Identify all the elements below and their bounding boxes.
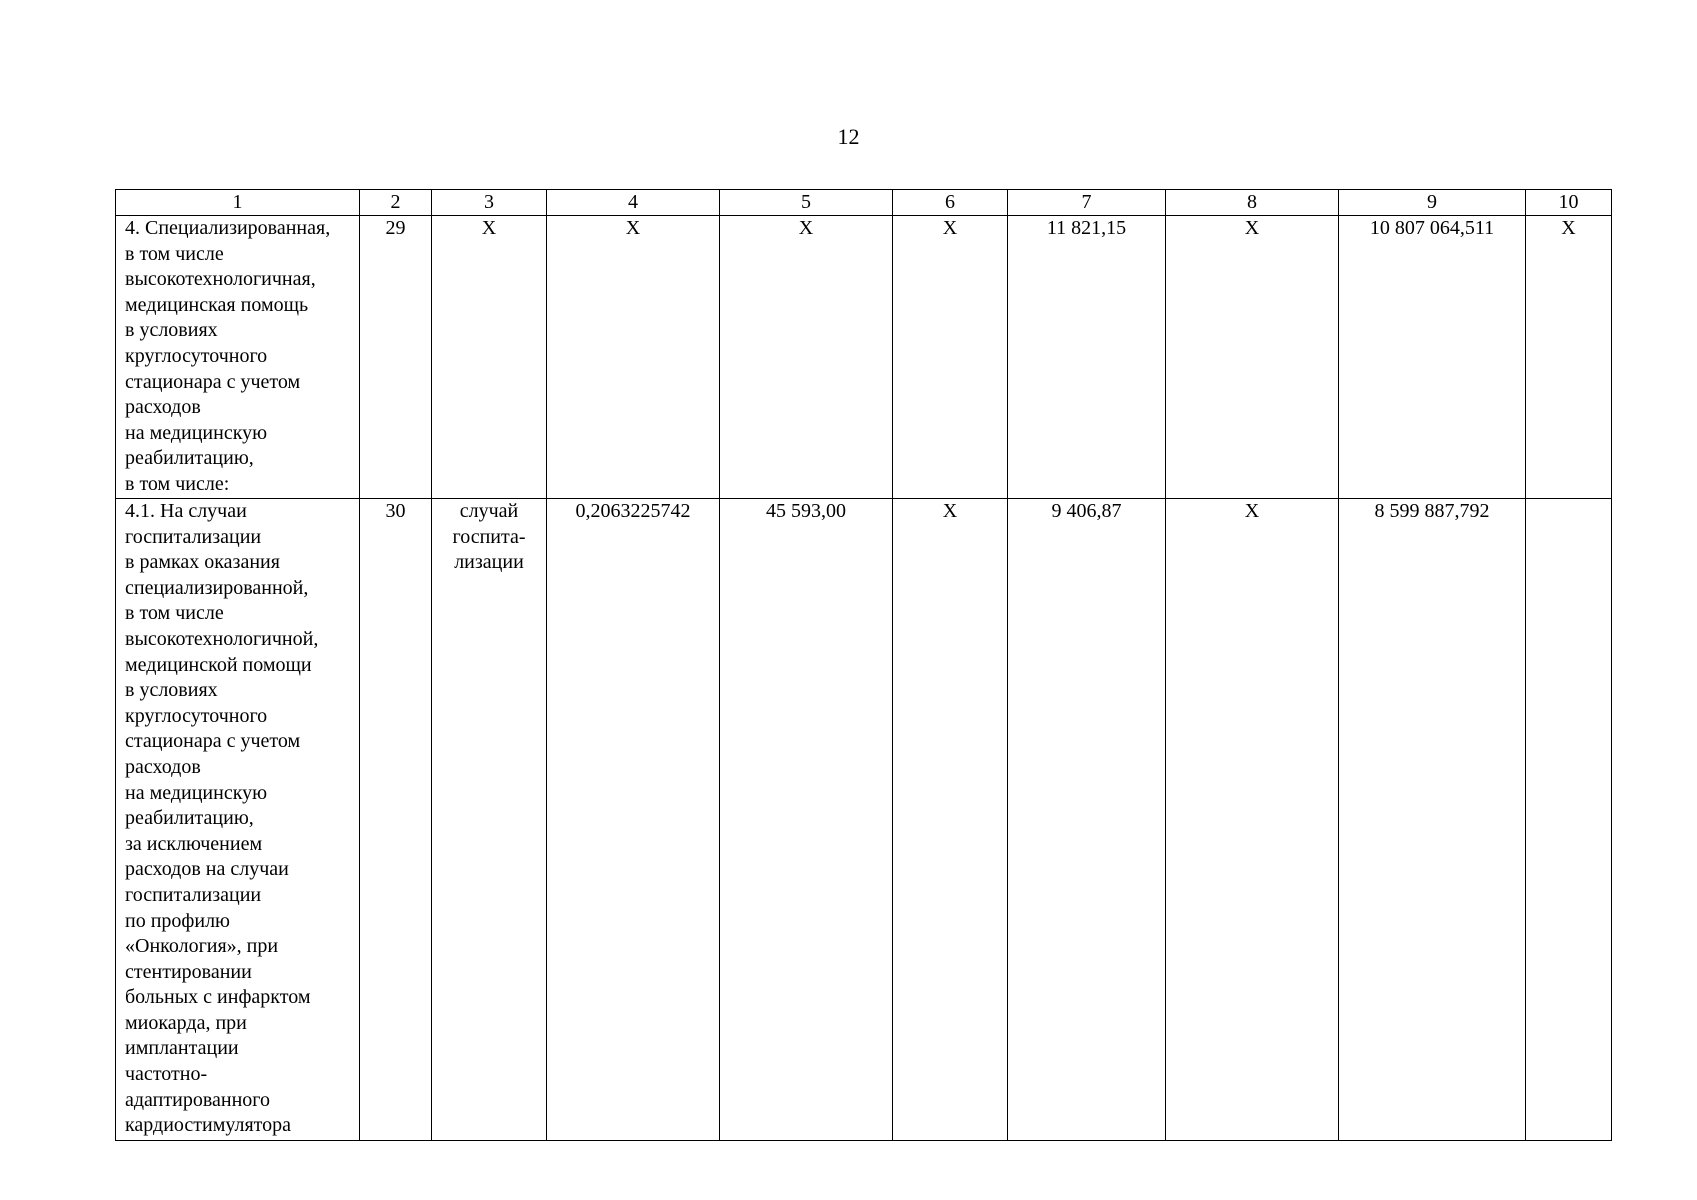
col6-cell: Х [893,216,1008,499]
col10-cell: Х [1526,216,1612,499]
col9-cell: 8 599 887,792 [1339,499,1526,1141]
col10-cell [1526,499,1612,1141]
header-cell: 10 [1526,190,1612,216]
page-number: 12 [837,124,860,149]
col6-cell: Х [893,499,1008,1141]
volume-cell: Х [547,216,720,499]
header-cell: 4 [547,190,720,216]
header-cell: 2 [360,190,432,216]
row-name-cell: 4.1. На случаи госпитализации в рамках оказания специализированной, в том числе высокотехнологичной, медицинской помощи в условиях круглосуточного стационара с учетом расходов на медицинскую реабилитацию, за исключением расходов на случаи госпитализации по профилю «Онкология», при стентировании больных с инфарктом миокарда, при имплантации частотно- адаптированного кардиостимулятора [116,499,360,1141]
line-number-cell: 29 [360,216,432,499]
table-header-row [116,190,1612,216]
table-row [116,216,1612,499]
header-cell: 6 [893,190,1008,216]
volume-cell: 0,2063225742 [547,499,720,1141]
header-cell: 5 [720,190,893,216]
line-number-cell: 30 [360,499,432,1141]
col7-cell: 11 821,15 [1008,216,1166,499]
cost-cell: 45 593,00 [720,499,893,1141]
header-cell: 7 [1008,190,1166,216]
col8-cell: Х [1166,499,1339,1141]
table-row [116,499,1612,1141]
header-cell: 9 [1339,190,1526,216]
row-name-cell: 4. Специализированная, в том числе высокотехнологичная, медицинская помощь в условиях круглосуточного стационара с учетом расходов на медицинскую реабилитацию, в том числе: [116,216,360,499]
col9-cell: 10 807 064,511 [1339,216,1526,499]
col8-cell: Х [1166,216,1339,499]
unit-cell: Х [432,216,547,499]
cost-cell: Х [720,216,893,499]
unit-cell: случай госпита- лизации [432,499,547,1141]
data-table [115,189,1612,1141]
header-cell: 8 [1166,190,1339,216]
header-cell: 3 [432,190,547,216]
col7-cell: 9 406,87 [1008,499,1166,1141]
header-cell: 1 [116,190,360,216]
